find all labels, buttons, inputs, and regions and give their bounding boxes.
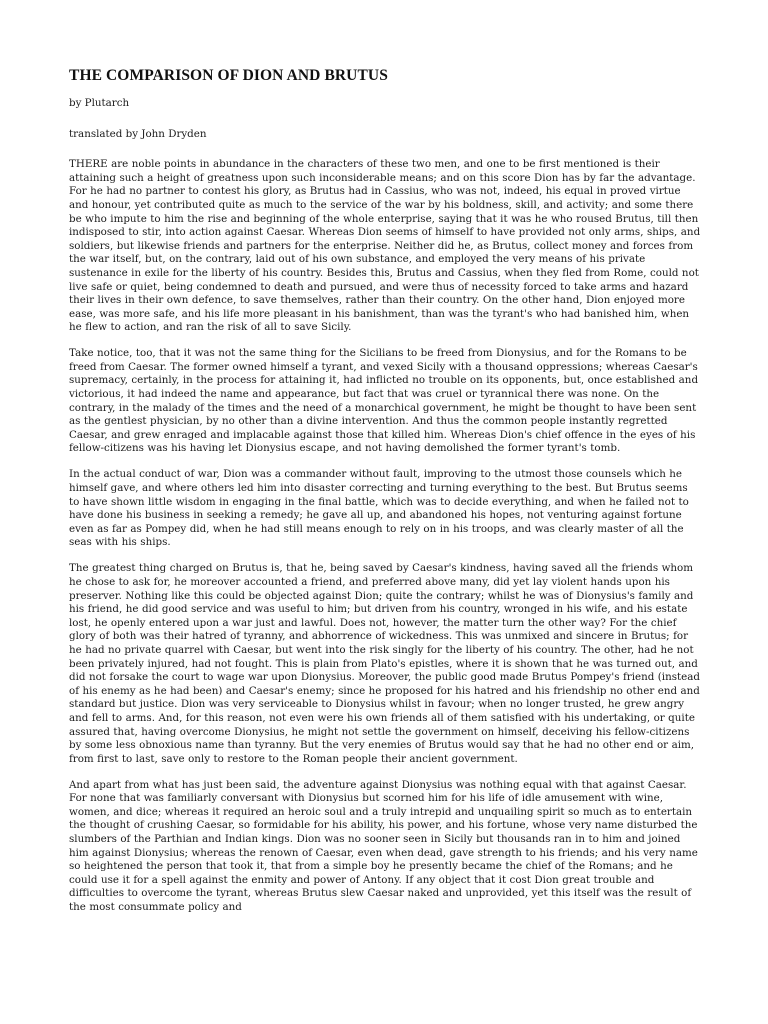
document-page [69, 66, 701, 927]
paragraph-3: In the actual conduct of war, Dion was a commander without fault, improving to the utmost those counsels which he himself gave, and where others led him into disaster correcting and turning everything to the best. But Brutus seems to have shown little wisdom in engaging in the final battle, which was to decide everything, and when he failed not to have done his business in seeking a remedy; he gave all up, and abandoned his hopes, not venturing against fortune even as far as Pompey did, when he had still means enough to rely on in his troops, and was clearly master of all the seas with his ships. [69, 468, 689, 549]
paragraph-1: THERE are noble points in abundance in the characters of these two men, and one to be first mentioned is their attaining such a height of greatness upon such inconsiderable means; and on this score Dion has by far the advantage. For he had no partner to contest his glory, as Brutus had in Cassius, who was not, indeed, his equal in proved virtue and honour, yet contributed quite as much to the service of the war by his boldness, skill, and activity; and some there be who impute to him the rise and beginning of the whole enterprise, saying that it was he who roused Brutus, till then indisposed to stir, into action against Caesar. Whereas Dion seems of himself to have provided not only arms, ships, and soldiers, but likewise friends and partners for the enterprise. Neither did he, as Brutus, collect money and forces from the war itself, but, on the contrary, laid out of his own substance, and employed the very means of his private sustenance in exile for the liberty of his country. Besides this, Brutus and Cassius, when they fled from Rome, could not live safe or quiet, being condemned to death and pursued, and were thus of necessity forced to take arms and hazard their lives in their own defence, to save themselves, rather than their country. On the other hand, Dion enjoyed more ease, was more safe, and his life more pleasant in his banishment, than was the tyrant's who had banished him, when he flew to action, and ran the risk of all to save Sicily. [69, 158, 701, 334]
author-line: by Plutarch [69, 97, 130, 109]
paragraph-5: And apart from what has just been said, the adventure against Dionysius was nothing equal with that against Caesar. For none that was familiarly conversant with Dionysius but scorned him for his life of idle amusement with wine, women, and dice; whereas it required an heroic soul and a truly intrepid and unquailing spirit so much as to entertain the thought of crushing Caesar, so formidable for his ability, his power, and his fortune, whose very name disturbed the slumbers of the Parthian and Indian kings. Dion was no sooner seen in Sicily but thousands ran in to him and joined him against Dionysius; whereas the renown of Caesar, even when dead, gave strength to his friends; and his very name so heightened the person that took it, that from a simple boy he presently became the chief of the Romans; and he could use it for a spell against the enmity and power of Antony. If any object that it cost Dion great trouble and difficulties to overcome the tyrant, whereas Brutus slew Caesar naked and unprovided, yet this itself was the result of the most consummate policy and [69, 778, 698, 914]
translator-line: translated by John Dryden [69, 127, 207, 140]
paragraph-4: The greatest thing charged on Brutus is, that he, being saved by Caesar's kindness, having saved all the friends whom he chose to ask for, he moreover accounted a friend, and preferred above many, did yet lay violent hands upon his preserver. Nothing like this could be objected against Dion; quite the contrary; whilst he was of Dionysius's family and his friend, he did good service and was useful to him; but driven from his country, wronged in his wife, and his estate lost, he openly entered upon a war just and lawful. Does not, however, the matter turn the other way? For the chief glory of both was their hatred of tyranny, and abhorrence of wickedness. This was unmixed and sincere in Brutus; for he had no private quarrel with Caesar, but went into the risk singly for the liberty of his country. The other, had he not been privately injured, had not fought. This is plain from Plato's epistles, where it is shown that he was turned out, and did not forsake the court to wage war upon Dionysius. Moreover, the public good made Brutus Pompey's friend (instead of his enemy as he had been) and Caesar's enemy; since he proposed for his hatred and his friendship no other end and standard but justice. Dion was very serviceable to Dionysius whilst in favour; when no longer trusted, he grew angry and fell to arms. And, for this reason, not even were his own friends all of them satisfied with his undertaking, or quite assured that, having overcome Dionysius, he might not settle the government on himself, deceiving his fellow-citizens by some less obnoxious name than tyranny. But the very enemies of Brutus would say that he had no other end or aim, from first to last, save only to restore to the Roman people their ancient government. [69, 562, 700, 765]
paragraph-2: Take notice, too, that it was not the same thing for the Sicilians to be freed from Dionysius, and for the Romans to be freed from Caesar. The former owned himself a tyrant, and vexed Sicily with a thousand oppressions; whereas Caesar's supremacy, certainly, in the process for attaining it, had inflicted no trouble on its opponents, but, once established and victorious, it had indeed the name and appearance, but fact that was cruel or tyrannical there was none. On the contrary, in the malady of the times and the need of a monarchical government, he might be thought to have been sent as the gentlest physician, by no other than a divine intervention. And thus the common people instantly regretted Caesar, and grew enraged and implacable against those that killed him. Whereas Dion's chief offence in the eyes of his fellow-citizens was his having let Dionysius escape, and not having demolished the former tyrant's tomb. [69, 347, 699, 455]
document-title: THE COMPARISON OF DION AND BRUTUS [69, 67, 388, 84]
